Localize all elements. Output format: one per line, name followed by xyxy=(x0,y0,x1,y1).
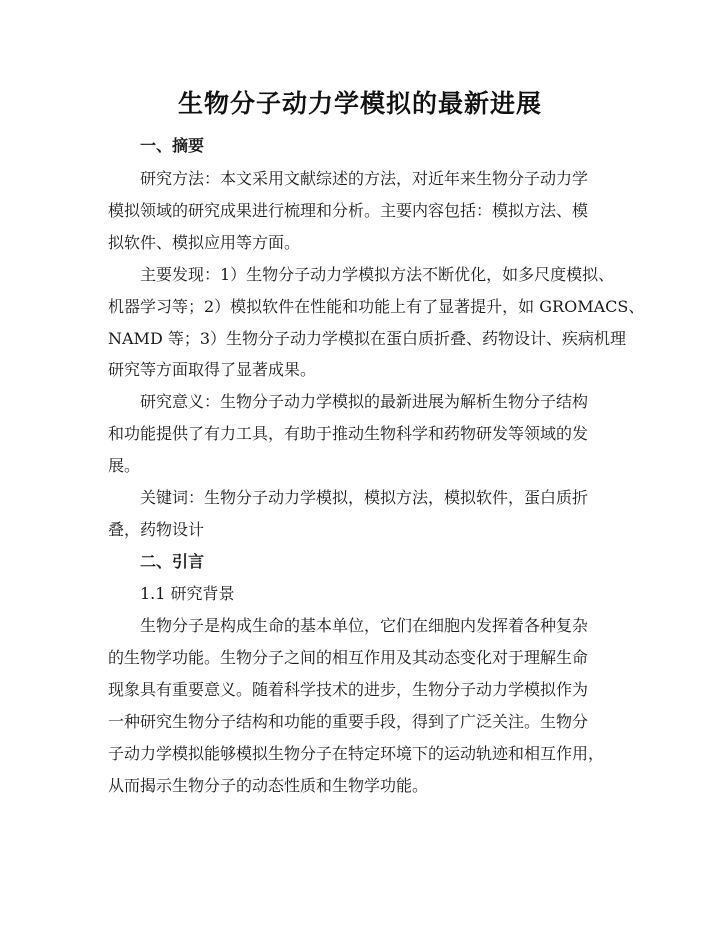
keywords-line: 关键词：生物分子动力学模拟，模拟方法，模拟软件，蛋白质折 xyxy=(140,488,589,507)
abstract-significance-line: 研究意义：生物分子动力学模拟的最新进展为解析生物分子结构 xyxy=(140,392,589,411)
background-line: 生物分子是构成生命的基本单位，它们在细胞内发挥着各种复杂 xyxy=(140,616,589,635)
section-heading-introduction: 二、引言 xyxy=(140,552,205,571)
subsection-heading-background: 1.1 研究背景 xyxy=(140,584,235,603)
abstract-significance-line: 和功能提供了有力工具，有助于推动生物科学和药物研发等领域的发 xyxy=(108,424,589,443)
abstract-findings-line: 主要发现：1）生物分子动力学模拟方法不断优化，如多尺度模拟、 xyxy=(140,265,615,284)
background-line: 从而揭示生物分子的动态性质和生物学功能。 xyxy=(108,776,429,795)
background-line: 一种研究生物分子结构和功能的重要手段，得到了广泛关注。生物分 xyxy=(108,712,589,731)
abstract-findings-line: NAMD 等；3）生物分子动力学模拟在蛋白质折叠、药物设计、疾病机理 xyxy=(108,329,627,348)
abstract-method-line: 拟软件、模拟应用等方面。 xyxy=(108,233,301,252)
document-title: 生物分子动力学模拟的最新进展 xyxy=(177,89,542,118)
section-heading-abstract: 一、摘要 xyxy=(140,136,205,155)
abstract-method-line: 研究方法：本文采用文献综述的方法，对近年来生物分子动力学 xyxy=(140,169,589,188)
keywords-line: 叠，药物设计 xyxy=(108,520,205,539)
abstract-findings-line: 机器学习等；2）模拟软件在性能和功能上有了显著提升，如 GROMACS、 xyxy=(108,297,645,316)
abstract-significance-line: 展。 xyxy=(108,456,141,475)
abstract-findings-line: 研究等方面取得了显著成果。 xyxy=(108,360,317,379)
background-line: 现象具有重要意义。随着科学技术的进步，生物分子动力学模拟作为 xyxy=(108,680,589,699)
background-line: 子动力学模拟能够模拟生物分子在特定环境下的运动轨迹和相互作用， xyxy=(108,744,605,763)
abstract-method-line: 模拟领域的研究成果进行梳理和分析。主要内容包括：模拟方法、模 xyxy=(108,201,589,220)
background-line: 的生物学功能。生物分子之间的相互作用及其动态变化对于理解生命 xyxy=(108,648,589,667)
